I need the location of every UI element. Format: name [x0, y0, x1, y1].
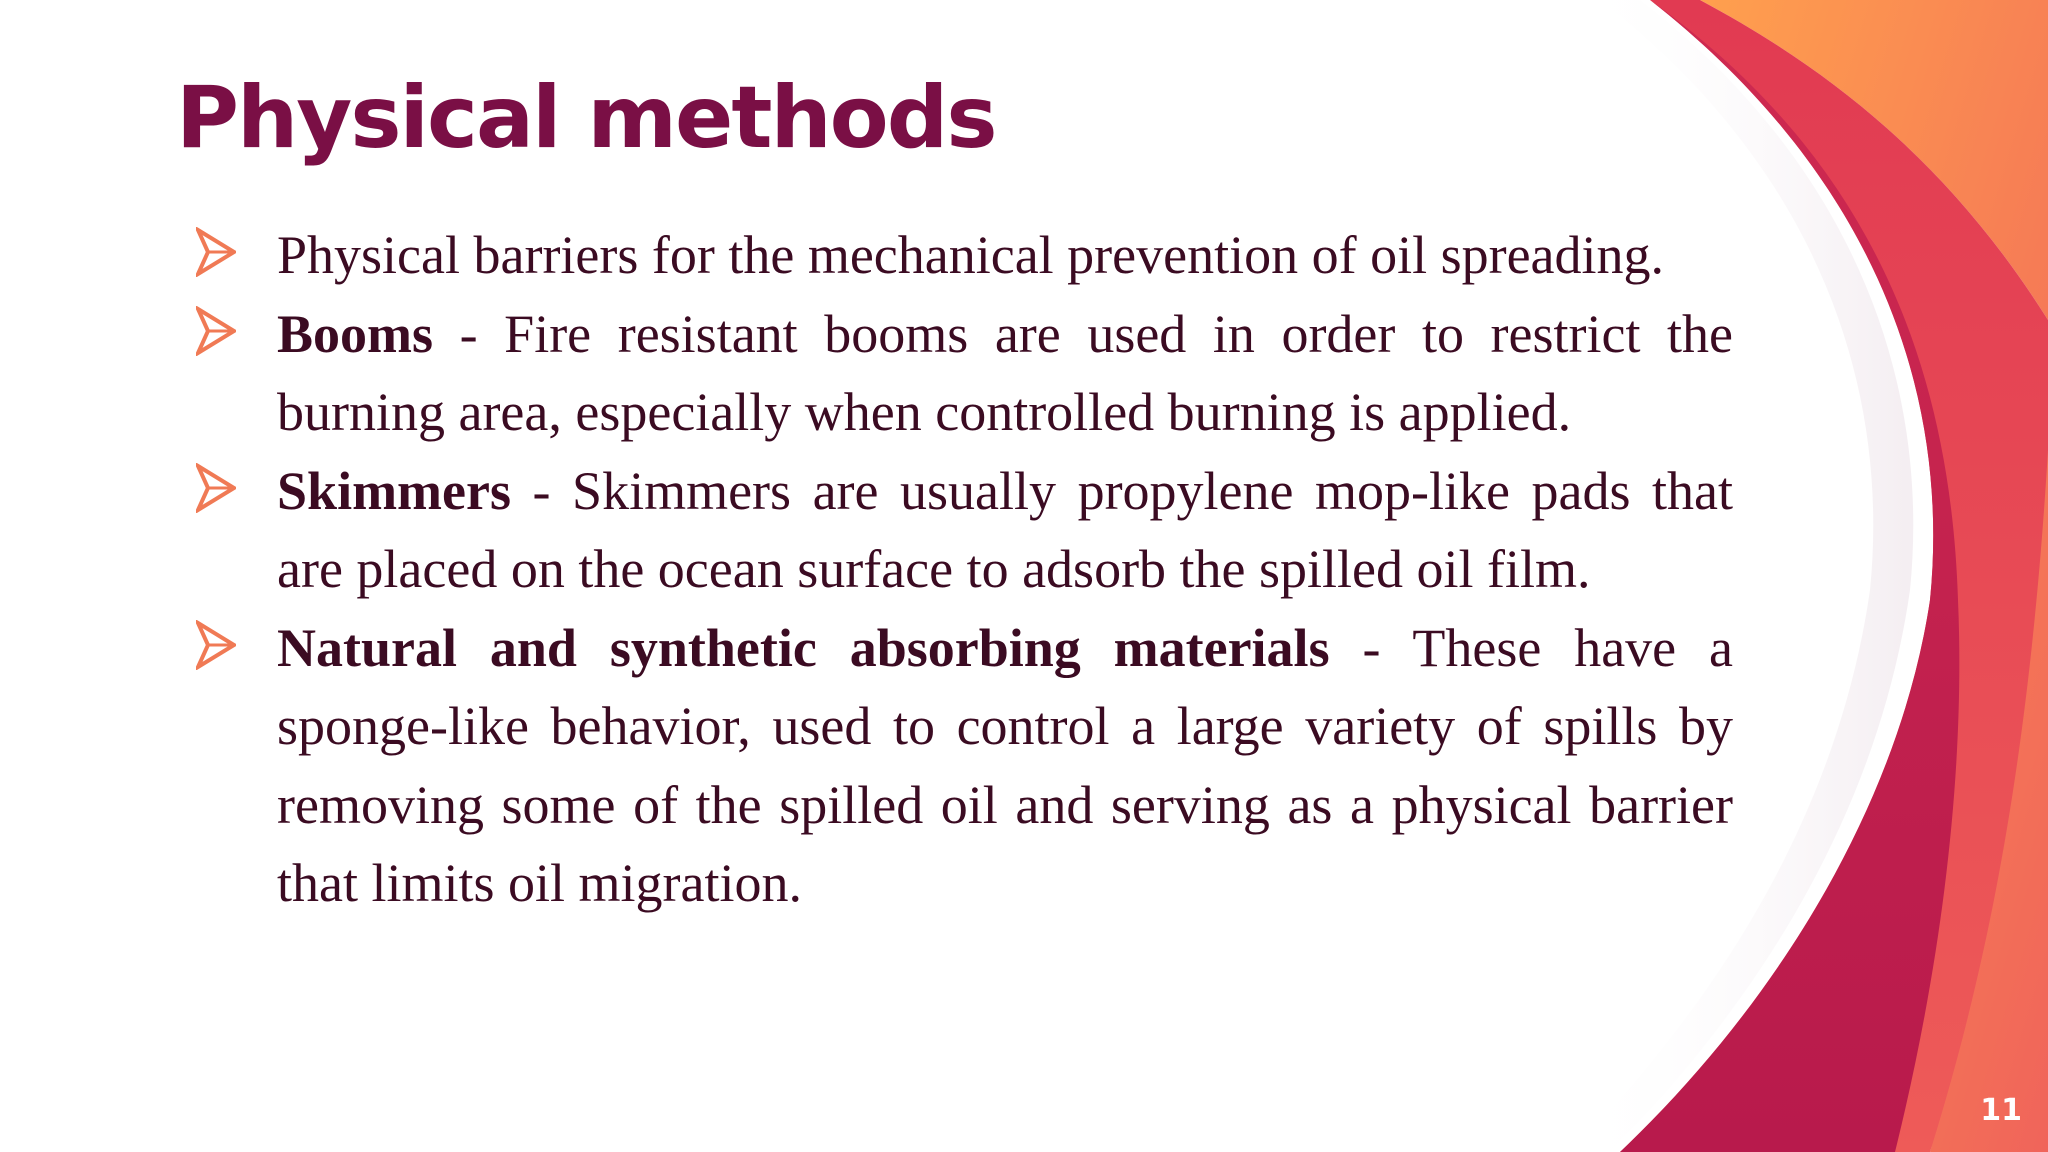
bullet-separator: -: [1329, 617, 1413, 678]
bullet-item-skimmers: [190, 452, 1733, 609]
bullet-term: Booms: [277, 303, 434, 364]
bullet-term: Skimmers: [277, 460, 511, 521]
arrow-bullet-icon: [196, 620, 236, 670]
bullet-text: Physical barriers for the mechanical prevention of oil spreading.: [277, 225, 1665, 285]
bullet-separator: -: [433, 303, 505, 364]
bullet-term: Natural and synthetic absorbing materials: [277, 617, 1330, 678]
bullet-item-absorbing-materials: [190, 609, 1733, 923]
bullet-item-physical-barriers: [190, 216, 1733, 295]
arrow-bullet-icon: [196, 306, 236, 356]
bullet-list: [190, 216, 1733, 923]
arrow-bullet-icon: [196, 463, 236, 513]
bullet-item-booms: [190, 295, 1733, 452]
arrow-bullet-icon: [196, 227, 236, 277]
slide-title: Physical methods: [176, 68, 996, 168]
bullet-text: Fire resistant booms are used in order to restrict the burning area, especially when controlled burning is applied.: [277, 303, 1734, 442]
bullet-text: These have a sponge-like behavior, used to control a large variety of spills by removing some of the spilled oil and serving as a physical barrier that limits oil migration.: [277, 617, 1733, 913]
bullet-separator: -: [510, 460, 573, 521]
page-number: 11: [1980, 1093, 2022, 1128]
bullet-text: Skimmers are usually propylene mop-like pads that are placed on the ocean surface to adsorb the spilled oil film.: [277, 460, 1734, 599]
